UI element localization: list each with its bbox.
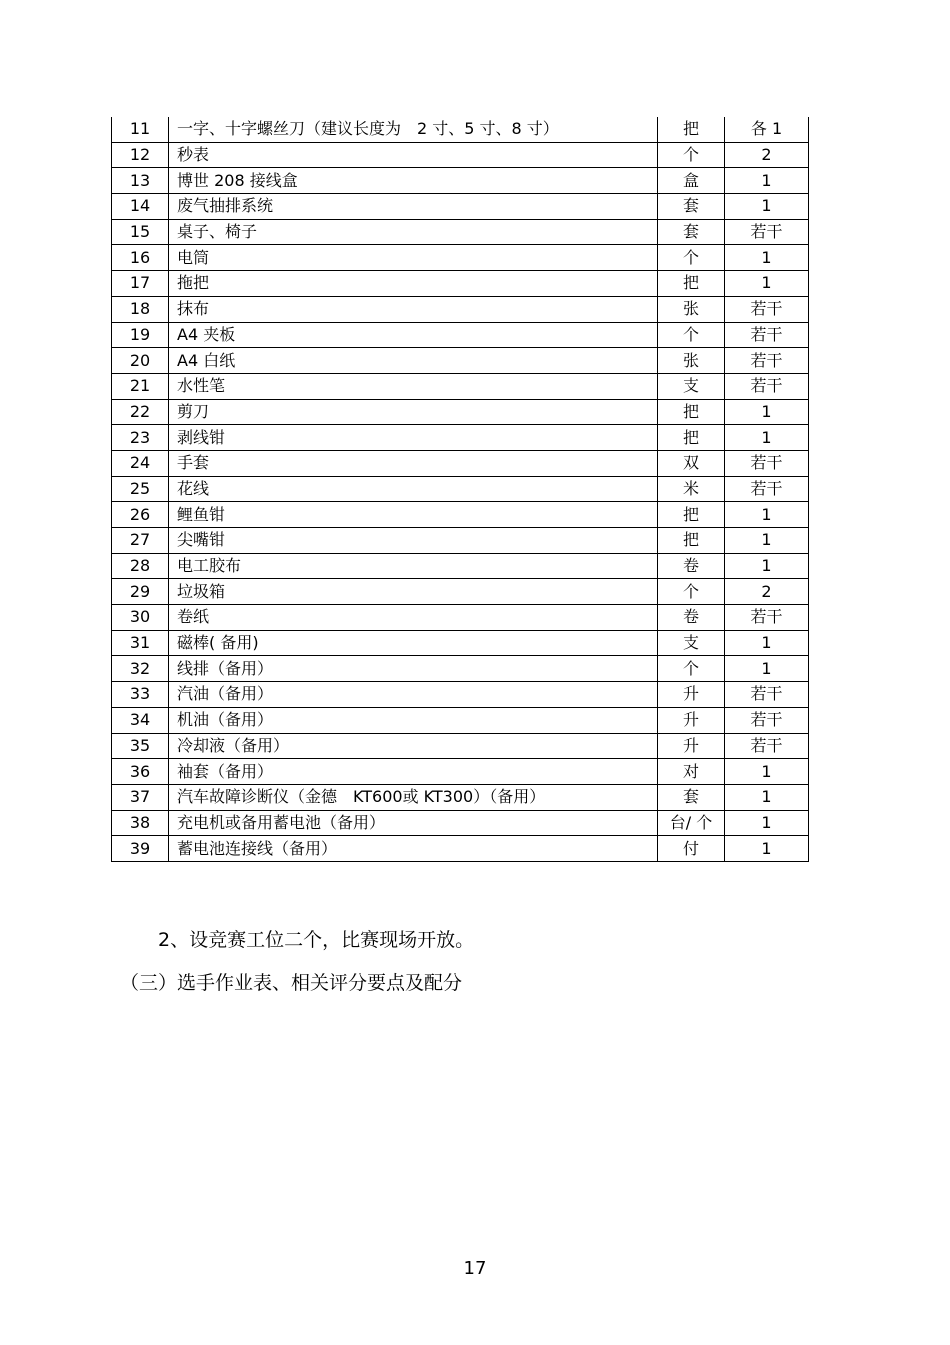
quantity-cell: 1 <box>725 271 809 297</box>
quantity-cell: 1 <box>725 784 809 810</box>
unit-cell: 把 <box>658 502 725 528</box>
row-number-cell: 37 <box>112 784 169 810</box>
item-name-cell: 袖套（备用） <box>169 759 658 785</box>
item-name-cell: 水性笔 <box>169 373 658 399</box>
unit-cell: 盒 <box>658 168 725 194</box>
item-name-cell: 磁棒( 备用) <box>169 630 658 656</box>
unit-cell: 把 <box>658 117 725 142</box>
quantity-cell: 1 <box>725 656 809 682</box>
item-name-cell: 汽油（备用） <box>169 682 658 708</box>
quantity-cell: 若干 <box>725 476 809 502</box>
table-row <box>112 656 809 682</box>
row-number-cell: 17 <box>112 271 169 297</box>
table-row <box>112 784 809 810</box>
unit-cell: 套 <box>658 194 725 220</box>
unit-cell: 卷 <box>658 605 725 631</box>
table-row <box>112 605 809 631</box>
quantity-cell: 若干 <box>725 296 809 322</box>
item-name-cell: 冷却液（备用） <box>169 733 658 759</box>
unit-cell: 台/ 个 <box>658 810 725 836</box>
table-row <box>112 348 809 374</box>
quantity-cell: 各 1 <box>725 117 809 142</box>
unit-cell: 对 <box>658 759 725 785</box>
quantity-cell: 1 <box>725 245 809 271</box>
row-number-cell: 20 <box>112 348 169 374</box>
unit-cell: 把 <box>658 528 725 554</box>
row-number-cell: 31 <box>112 630 169 656</box>
section-heading-scoring: （三）选手作业表、相关评分要点及配分 <box>120 972 463 994</box>
unit-cell: 卷 <box>658 553 725 579</box>
table-row <box>112 528 809 554</box>
table-row <box>112 476 809 502</box>
table-row <box>112 810 809 836</box>
item-name-cell: 手套 <box>169 450 658 476</box>
row-number-cell: 21 <box>112 373 169 399</box>
item-name-cell: 博世 208 接线盒 <box>169 168 658 194</box>
quantity-cell: 2 <box>725 579 809 605</box>
item-name-cell: 卷纸 <box>169 605 658 631</box>
quantity-cell: 若干 <box>725 707 809 733</box>
row-number-cell: 38 <box>112 810 169 836</box>
item-name-cell: 电筒 <box>169 245 658 271</box>
quantity-cell: 2 <box>725 142 809 168</box>
item-name-cell: 鲤鱼钳 <box>169 502 658 528</box>
table-row <box>112 373 809 399</box>
item-name-cell: 拖把 <box>169 271 658 297</box>
table-row <box>112 142 809 168</box>
row-number-cell: 34 <box>112 707 169 733</box>
unit-cell: 支 <box>658 373 725 399</box>
row-number-cell: 18 <box>112 296 169 322</box>
unit-cell: 个 <box>658 142 725 168</box>
item-name-cell: 机油（备用） <box>169 707 658 733</box>
unit-cell: 个 <box>658 322 725 348</box>
unit-cell: 米 <box>658 476 725 502</box>
row-number-cell: 33 <box>112 682 169 708</box>
table-row <box>112 245 809 271</box>
table-row <box>112 579 809 605</box>
row-number-cell: 22 <box>112 399 169 425</box>
table-row <box>112 502 809 528</box>
unit-cell: 升 <box>658 707 725 733</box>
unit-cell: 把 <box>658 271 725 297</box>
unit-cell: 升 <box>658 682 725 708</box>
row-number-cell: 39 <box>112 836 169 862</box>
row-number-cell: 16 <box>112 245 169 271</box>
quantity-cell: 若干 <box>725 348 809 374</box>
table-row <box>112 553 809 579</box>
row-number-cell: 28 <box>112 553 169 579</box>
quantity-cell: 若干 <box>725 605 809 631</box>
item-name-cell: 抹布 <box>169 296 658 322</box>
table-row <box>112 630 809 656</box>
row-number-cell: 36 <box>112 759 169 785</box>
paragraph-workstations: 2、设竞赛工位二个，比赛现场开放。 <box>158 929 475 951</box>
quantity-cell: 若干 <box>725 373 809 399</box>
row-number-cell: 25 <box>112 476 169 502</box>
row-number-cell: 13 <box>112 168 169 194</box>
row-number-cell: 32 <box>112 656 169 682</box>
item-name-cell: 剥线钳 <box>169 425 658 451</box>
row-number-cell: 24 <box>112 450 169 476</box>
item-name-cell: 汽车故障诊断仪（金德 KT600或 KT300）（备用） <box>169 784 658 810</box>
unit-cell: 付 <box>658 836 725 862</box>
item-name-cell: 线排（备用） <box>169 656 658 682</box>
table-row <box>112 168 809 194</box>
quantity-cell: 若干 <box>725 322 809 348</box>
unit-cell: 把 <box>658 399 725 425</box>
row-number-cell: 35 <box>112 733 169 759</box>
quantity-cell: 1 <box>725 528 809 554</box>
page-number: 17 <box>463 1258 487 1279</box>
item-name-cell: 秒表 <box>169 142 658 168</box>
quantity-cell: 若干 <box>725 682 809 708</box>
unit-cell: 套 <box>658 784 725 810</box>
quantity-cell: 1 <box>725 168 809 194</box>
unit-cell: 支 <box>658 630 725 656</box>
quantity-cell: 1 <box>725 425 809 451</box>
row-number-cell: 12 <box>112 142 169 168</box>
table-row <box>112 271 809 297</box>
item-name-cell: A4 夹板 <box>169 322 658 348</box>
item-name-cell: 一字、十字螺丝刀（建议长度为 2 寸、5 寸、8 寸） <box>169 117 658 142</box>
row-number-cell: 15 <box>112 219 169 245</box>
table-row <box>112 425 809 451</box>
row-number-cell: 19 <box>112 322 169 348</box>
unit-cell: 双 <box>658 450 725 476</box>
item-name-cell: 电工胶布 <box>169 553 658 579</box>
row-number-cell: 23 <box>112 425 169 451</box>
item-name-cell: 尖嘴钳 <box>169 528 658 554</box>
table-row <box>112 399 809 425</box>
equipment-table-body <box>112 117 809 861</box>
item-name-cell: 充电机或备用蓄电池（备用） <box>169 810 658 836</box>
table-row <box>112 836 809 862</box>
item-name-cell: 垃圾箱 <box>169 579 658 605</box>
table-row <box>112 219 809 245</box>
table-row <box>112 322 809 348</box>
quantity-cell: 1 <box>725 399 809 425</box>
unit-cell: 升 <box>658 733 725 759</box>
table-row <box>112 682 809 708</box>
unit-cell: 张 <box>658 296 725 322</box>
row-number-cell: 14 <box>112 194 169 220</box>
table-row <box>112 117 809 142</box>
row-number-cell: 27 <box>112 528 169 554</box>
unit-cell: 个 <box>658 245 725 271</box>
item-name-cell: 剪刀 <box>169 399 658 425</box>
unit-cell: 个 <box>658 656 725 682</box>
row-number-cell: 11 <box>112 117 169 142</box>
unit-cell: 个 <box>658 579 725 605</box>
table-row <box>112 707 809 733</box>
item-name-cell: 桌子、椅子 <box>169 219 658 245</box>
quantity-cell: 若干 <box>725 219 809 245</box>
unit-cell: 把 <box>658 425 725 451</box>
item-name-cell: 废气抽排系统 <box>169 194 658 220</box>
table-row <box>112 296 809 322</box>
unit-cell: 套 <box>658 219 725 245</box>
unit-cell: 张 <box>658 348 725 374</box>
item-name-cell: A4 白纸 <box>169 348 658 374</box>
equipment-table <box>111 117 809 862</box>
table-row <box>112 733 809 759</box>
quantity-cell: 1 <box>725 502 809 528</box>
quantity-cell: 若干 <box>725 450 809 476</box>
quantity-cell: 1 <box>725 553 809 579</box>
table-row <box>112 450 809 476</box>
quantity-cell: 1 <box>725 836 809 862</box>
quantity-cell: 1 <box>725 630 809 656</box>
table-row <box>112 194 809 220</box>
row-number-cell: 26 <box>112 502 169 528</box>
table-row <box>112 759 809 785</box>
row-number-cell: 29 <box>112 579 169 605</box>
quantity-cell: 若干 <box>725 733 809 759</box>
quantity-cell: 1 <box>725 810 809 836</box>
item-name-cell: 花线 <box>169 476 658 502</box>
quantity-cell: 1 <box>725 759 809 785</box>
quantity-cell: 1 <box>725 194 809 220</box>
item-name-cell: 蓄电池连接线（备用） <box>169 836 658 862</box>
row-number-cell: 30 <box>112 605 169 631</box>
